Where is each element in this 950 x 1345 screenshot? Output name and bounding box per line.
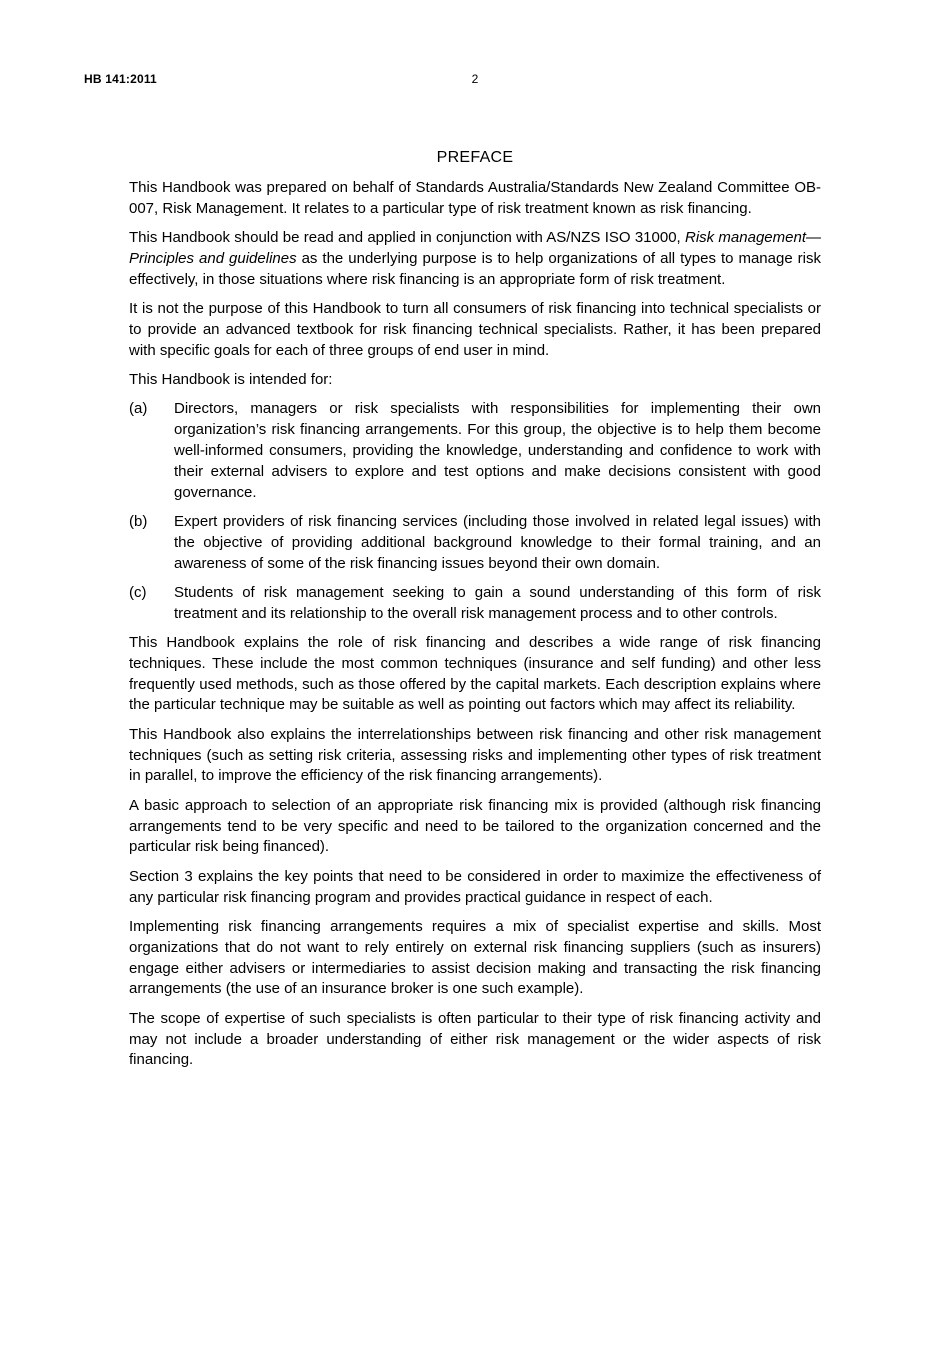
paragraph-8: Section 3 explains the key points that need to be considered in order to maximize the effectiveness of any particular risk financing program and provides practical guidance in respect of each.: [129, 867, 821, 906]
list-item-label: (a): [129, 400, 148, 418]
standard-title-italic: Risk management—Principles and guidelines: [129, 228, 821, 267]
list-item-a: [129, 399, 821, 503]
document-code: HB 141:2011: [84, 72, 157, 86]
paragraph-7: A basic approach to selection of an appropriate risk financing mix is provided (although risk financing arrangements tend to be very specific and need to be tailored to the organization concerned and the particular risk being financed).: [129, 796, 821, 856]
paragraph-10: The scope of expertise of such specialists is often particular to their type of risk financing activity and may not include a broader understanding of either risk management or the wider aspects of risk financing.: [129, 1009, 821, 1069]
list-item-label: (b): [129, 512, 148, 530]
paragraph-2-end: as the underlying purpose is to help organizations of all types to manage risk effectively, in those situations where risk financing is an appropriate form of risk treatment.: [129, 249, 821, 288]
paragraph-2-start: This Handbook should be read and applied in conjunction with AS/NZS ISO 31000,: [129, 228, 685, 246]
page-title: PREFACE: [436, 149, 514, 166]
paragraph-3: It is not the purpose of this Handbook to turn all consumers of risk financing into technical specialists or to provide an advanced textbook for risk financing technical specialists. Rather, it has been prepared with specific goals for each of three groups of end user in mind.: [129, 299, 821, 359]
list-item-text: Expert providers of risk financing services (including those involved in related legal issues) with the objective of providing additional background knowledge to their formal training, and an awareness of some of the risk financing issues beyond their own domain.: [174, 512, 821, 572]
list-item-text: Students of risk management seeking to gain a sound understanding of this form of risk treatment and its relationship to the overall risk management process and to other controls.: [174, 583, 821, 622]
list-item-b: [129, 512, 821, 574]
paragraph-5: This Handbook explains the role of risk financing and describes a wide range of risk financing techniques. These include the most common techniques (insurance and self funding) and other less frequently used methods, such as those offered by the capital markets. Each description explains where the particular technique may be suitable as well as pointing out factors which may affect its reliability.: [129, 634, 821, 714]
list-item-text: Directors, managers or risk specialists with responsibilities for implementing their own organization’s risk financing arrangements. For this group, the objective is to help them become well-informed consumers, providing the knowledge, understanding and confidence to work with their external advisers to explore and test options and make decisions consistent with good governance.: [174, 400, 821, 501]
preface-body: [129, 148, 821, 1080]
paragraph-4: This Handbook is intended for:: [129, 370, 333, 388]
paragraph-2: [129, 228, 821, 290]
list-item-label: (c): [129, 583, 147, 601]
paragraph-6: This Handbook also explains the interrelationships between risk financing and other risk management techniques (such as setting risk criteria, assessing risks and implementing other types of risk treatment in parallel, to improve the efficiency of the risk financing arrangements).: [129, 725, 821, 785]
paragraph-9: Implementing risk financing arrangements requires a mix of specialist expertise and skills. Most organizations that do not want to rely entirely on external risk financing suppliers (such as insurers) engage either advisers or intermediaries to assist decision making and transacting the risk financing arrangements (the use of an insurance broker is one such example).: [129, 918, 821, 998]
page-number: 2: [471, 72, 479, 86]
list-item-c: [129, 583, 821, 625]
paragraph-1: This Handbook was prepared on behalf of Standards Australia/Standards New Zealand Committee OB-007, Risk Management. It relates to a particular type of risk treatment known as risk financing.: [129, 178, 821, 217]
